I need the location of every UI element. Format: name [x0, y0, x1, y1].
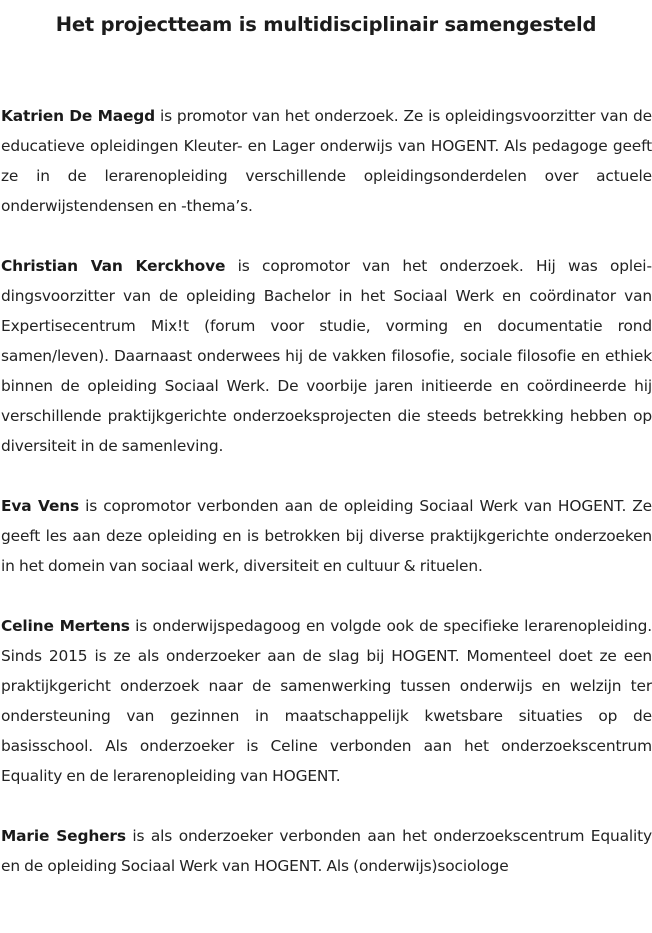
bio-paragraph-celine-mertens: [1, 611, 652, 791]
bio-name: Eva Vens: [1, 497, 80, 515]
bio-text: is promotor van het onderzoek. Ze is opleidingsvoorzitter van de educatieve opleidingen Kleuter- en Lager onderwijs van HOGENT. Als pedagoge geeft ze in de lerarenopleiding verschillende opleidingsonderdelen over actuele onderwijstendensen en -thema’s.: [1, 107, 652, 215]
bio-paragraph-eva-vens: [1, 491, 652, 581]
bio-text: is onderwijspedagoog en volgde ook de specifieke lerarenopleiding. Sinds 2015 is ze als onderzoeker aan de slag bij HOGENT. Momenteel doet ze een praktijkgericht onderzoek naar de samenwerking tussen onderwijs en welzijn ter ondersteuning van gezinnen in maatschappelijk kwetsbare situaties op de basisschool. Als onderzoeker is Celine verbonden aan het onderzoekscentrum Equality en de lerarenopleiding van HOGENT.: [1, 617, 652, 785]
bio-paragraph-katrien-de-maegd: [1, 101, 652, 221]
page-title: Het projectteam is multidisciplinair samengesteld: [55, 13, 597, 36]
bio-text: is copromotor verbonden aan de opleiding Sociaal Werk van HOGENT. Ze geeft les aan deze opleiding en is betrokken bij diverse praktijkgerichte onderzoeken in het domein van sociaal werk, diversiteit en cultuur & rituelen.: [1, 497, 652, 575]
bio-name: Celine Mertens: [1, 617, 130, 635]
bio-name: Christian Van Kerckhove: [1, 257, 226, 275]
bio-name: Katrien De Maegd: [1, 107, 156, 125]
bio-paragraph-christian-van-kerckhove: [1, 251, 652, 461]
bio-text: is als onderzoeker verbonden aan het onderzoekscentrum Equality en de opleiding Sociaal Werk van HOGENT. Als (onderwijs)sociologe: [1, 827, 652, 875]
bio-name: Marie Seghers: [1, 827, 126, 845]
bio-text: is copromotor van het onderzoek. Hij was opleidingsvoorzitter van de opleiding Bachelor in het Sociaal Werk en coördinator van Expertisecentrum Mix!t (forum voor studie, vorming en documentatie rond samen/leven). Daarnaast onderwees hij de vakken filosofie, sociale filosofie en ethiek binnen de opleiding Sociaal Werk. De voorbije jaren initieerde en coördineerde hij verschillende praktijkgerichte onderzoeksprojecten die steeds betrekking hebben op diversiteit in de samenleving.: [1, 257, 652, 455]
bio-paragraph-marie-seghers: [1, 821, 652, 881]
